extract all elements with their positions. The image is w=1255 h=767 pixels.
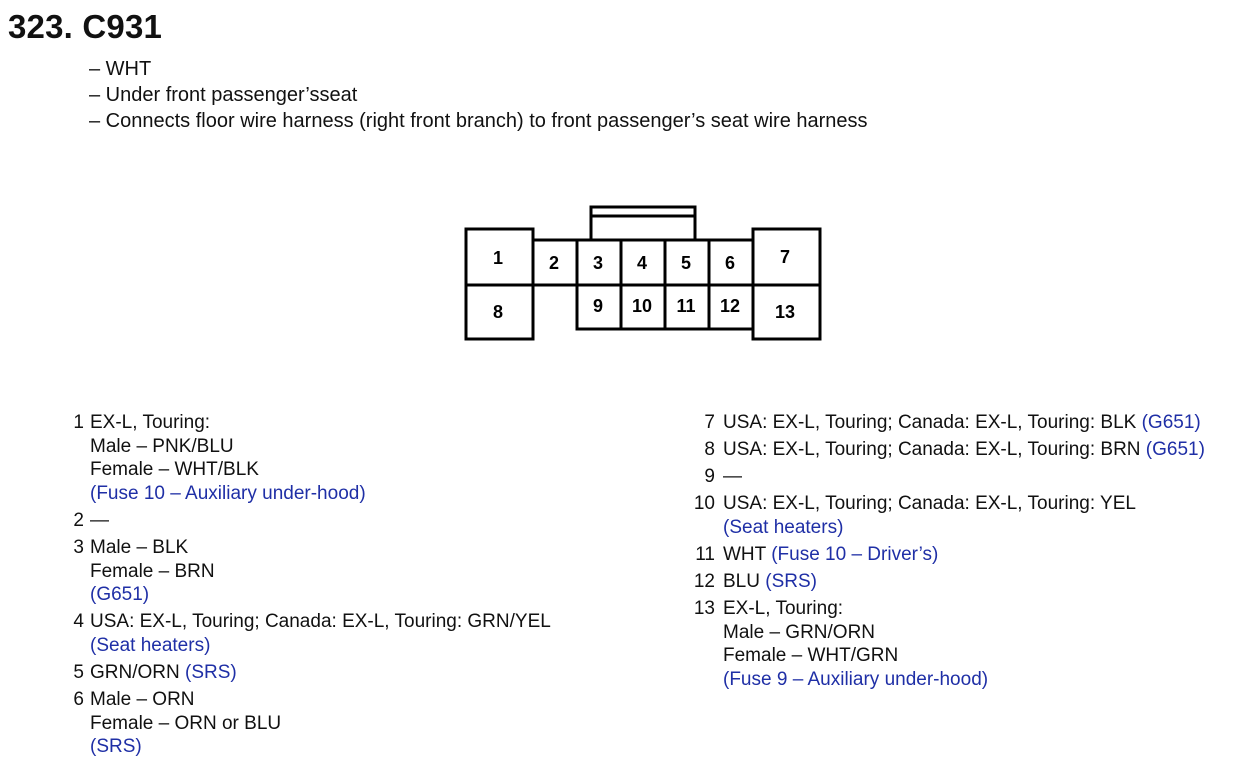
pin-description-line <box>90 536 620 560</box>
circuit-reference: (SRS) <box>185 661 237 683</box>
pin-number: 7 <box>704 412 715 433</box>
pin-description-line <box>90 610 620 634</box>
pin-number: 8 <box>704 439 715 461</box>
wire-info: Male – BLK <box>90 536 189 558</box>
pin-description-line <box>723 597 1243 621</box>
pin-label-1: 1 <box>492 248 504 268</box>
pin-description-line <box>723 621 1243 645</box>
pin-label-12: 12 <box>719 296 741 316</box>
pin-list-right <box>683 411 1243 695</box>
pin-description-line <box>90 634 620 658</box>
pin-description-line <box>90 560 620 584</box>
pin-label-6: 6 <box>724 253 736 273</box>
pin-description-line <box>90 435 620 459</box>
pin-label-9: 9 <box>592 296 604 316</box>
pin-description-line <box>90 583 620 607</box>
pin-entry <box>60 688 620 759</box>
pin-number: 2 <box>73 509 84 531</box>
circuit-reference: (SRS) <box>765 571 817 593</box>
circuit-reference: (Seat heaters) <box>90 634 211 656</box>
circuit-reference: (Fuse 9 – Auxiliary under-hood) <box>723 668 989 690</box>
wire-info: EX-L, Touring: <box>90 412 211 433</box>
page-title: 323. C931 <box>8 8 163 45</box>
pin-label-4: 4 <box>636 253 648 273</box>
pin-number: 6 <box>73 689 84 711</box>
connector-location: – Under front passenger’sseat <box>89 84 358 106</box>
wire-info: Male – ORN <box>90 689 195 711</box>
pin-label-8: 8 <box>492 302 504 322</box>
pin-label-13: 13 <box>774 302 796 322</box>
connector-color: – WHT <box>89 58 152 80</box>
pin-number: 11 <box>695 543 715 565</box>
pin-number: 13 <box>693 598 715 620</box>
pin-label-11: 11 <box>676 296 696 316</box>
pin-description-line <box>723 438 1243 462</box>
wire-info: BLU <box>723 571 766 593</box>
pin-description-line <box>723 492 1243 516</box>
pin-description-line <box>90 482 620 506</box>
pin-label-2: 2 <box>548 253 560 273</box>
connector-lock-tab <box>591 207 695 240</box>
pin-description-line <box>90 661 620 685</box>
wire-info: WHT <box>723 543 772 565</box>
pin-entry <box>60 509 620 533</box>
pin-number: 10 <box>693 493 715 515</box>
pin-label-3: 3 <box>592 253 604 273</box>
wire-info: Female – WHT/BLK <box>90 459 259 481</box>
pin-description-line <box>90 509 620 533</box>
circuit-reference: (G651) <box>90 584 150 606</box>
circuit-reference: (SRS) <box>90 736 142 758</box>
wire-info: Female – WHT/GRN <box>723 645 899 667</box>
wire-info: Male – PNK/BLU <box>90 435 234 457</box>
pin-entry <box>683 465 1243 489</box>
wire-info: — <box>723 466 742 488</box>
pin-entry <box>683 597 1243 691</box>
pin-number: 3 <box>73 536 84 558</box>
pin-entry <box>683 411 1243 435</box>
pin-description-line <box>723 465 1243 489</box>
pin-number: 4 <box>73 611 84 633</box>
wire-info: USA: EX-L, Touring; Canada: EX-L, Touring: BLK <box>723 412 1142 433</box>
pin-number: 1 <box>73 412 84 433</box>
circuit-reference: (Fuse 10 – Driver’s) <box>771 543 939 565</box>
pin-entry <box>60 610 620 657</box>
circuit-reference: (G651) <box>1145 439 1205 461</box>
pin-description-line <box>90 735 620 759</box>
pin-description-line <box>90 458 620 482</box>
pin-entry <box>60 661 620 685</box>
pin-entry <box>683 438 1243 462</box>
pin-description-line <box>90 411 620 435</box>
wire-info: — <box>90 509 109 531</box>
pin-number: 9 <box>704 466 715 488</box>
pin-description-line <box>90 688 620 712</box>
wire-info: USA: EX-L, Touring; Canada: EX-L, Touring: BRN <box>723 439 1146 461</box>
pin-label-5: 5 <box>680 253 692 273</box>
wire-info: Male – GRN/ORN <box>723 621 876 643</box>
connector-purpose: – Connects floor wire harness (right front branch) to front passenger’s seat wire harness <box>89 110 868 132</box>
pin-list-left <box>60 411 620 762</box>
pin-description-line <box>723 668 1243 692</box>
pin-description-line <box>723 570 1243 594</box>
wire-info: USA: EX-L, Touring; Canada: EX-L, Touring: YEL <box>723 493 1136 515</box>
wire-info: Female – BRN <box>90 560 215 582</box>
pin-label-7: 7 <box>779 247 791 267</box>
pin-number: 12 <box>693 571 715 593</box>
pin-description-line <box>723 516 1243 540</box>
pin-label-10: 10 <box>631 296 653 316</box>
pin-description-line <box>723 644 1243 668</box>
pin-entry <box>60 536 620 607</box>
pin-description-line <box>723 411 1243 435</box>
pin-description-line <box>723 543 1243 567</box>
pin-entry <box>683 570 1243 594</box>
circuit-reference: (Seat heaters) <box>723 516 844 538</box>
pin-number: 5 <box>73 661 84 683</box>
circuit-reference: (G651) <box>1141 412 1201 433</box>
pin-description-line <box>90 712 620 736</box>
pin-entry <box>683 543 1243 567</box>
wire-info: GRN/ORN <box>90 661 185 683</box>
pin-entry <box>60 411 620 505</box>
pin-entry <box>683 492 1243 539</box>
wire-info: Female – ORN or BLU <box>90 712 282 734</box>
wire-info: EX-L, Touring: <box>723 598 844 620</box>
wire-info: USA: EX-L, Touring; Canada: EX-L, Touring: GRN/YEL <box>90 611 551 633</box>
circuit-reference: (Fuse 10 – Auxiliary under-hood) <box>90 482 366 504</box>
